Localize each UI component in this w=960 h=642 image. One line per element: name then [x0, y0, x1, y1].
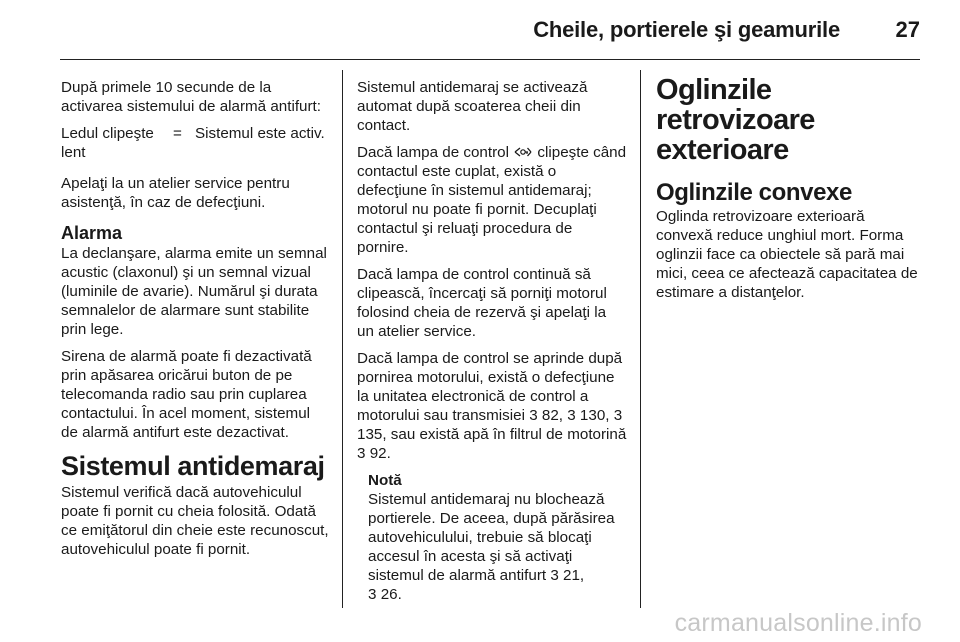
watermark: carmanualsonline.info — [674, 609, 922, 637]
antidemaraj-paragraph: Sistemul verifică dacă autovehiculul poate fi pornit cu cheia folosită. Odată ce emiţătorul din cheie este recunoscut, autovehiculul poate fi pornit. — [61, 484, 329, 558]
page-reference-link[interactable]: 26 — [380, 586, 398, 603]
page-reference-link[interactable]: 82 — [541, 407, 559, 424]
column-right — [656, 75, 924, 310]
heading-sistemul-antidemaraj: Sistemul antidemaraj — [61, 451, 325, 481]
text-fragment: . — [397, 586, 402, 603]
note-paragraph: Sistemul antidemaraj nu blochează portierele. De aceea, după părăsirea autovehiculului, trebuie să blocaţi accesul în acesta şi să activaţi sistemul de alarmă antifurt 3 21, 3 26. — [368, 491, 615, 603]
text-fragment: Dacă lampa de control — [357, 144, 514, 161]
page-reference-link[interactable]: 135 — [357, 426, 383, 443]
table-cell-equals: = — [173, 125, 182, 142]
table-cell-status: Sistemul este activ. — [195, 125, 325, 142]
table-cell-led: Ledul clipeşte lent — [61, 125, 154, 161]
ref-symbol: 3 — [357, 445, 366, 462]
engine-fault-paragraph: Dacă lampa de control se aprinde după pornirea motorului, există o defecţiune la unitatea electronică de control a motorului sau transmisiei 3 82, 3 130, 3 135, sau există apă în filtrul de motorină 3 92. — [357, 350, 627, 462]
header-divider — [60, 59, 920, 60]
text-fragment: . — [386, 445, 391, 462]
page-header — [0, 0, 960, 60]
column-divider-1 — [342, 70, 343, 608]
heading-alarma: Alarma — [61, 223, 123, 243]
activation-paragraph: Sistemul antidemaraj se activează automat după scoaterea cheii din contact. — [357, 79, 588, 134]
text-fragment: clipeşte când contactul este cuplat, există o defecţiune în sistemul antidemaraj; motorul nu poate fi pornit. Decuplaţi contactul şi reluaţi procedura de pornire. — [357, 144, 627, 256]
chapter-title: Cheile, portierele şi geamurile — [533, 17, 840, 42]
intro-paragraph: După primele 10 secunde de la activarea sistemului de alarmă antifurt: — [61, 79, 321, 115]
control-lamp-paragraph — [357, 143, 627, 257]
page-number: 27 — [895, 17, 920, 42]
alarma-paragraph-1: La declanşare, alarma emite un semnal acustic (claxonul) şi un semnal vizual (luminile de avarie). Numărul şi durata semnalelor de alarmare sunt stabilite prin lege. — [61, 245, 327, 338]
ref-symbol: 3 — [567, 407, 576, 424]
column-left — [61, 78, 331, 567]
ref-symbol: 3 — [613, 407, 623, 424]
spare-key-paragraph: Dacă lampa de control continuă să clipească, încercaţi să porniţi motorul folosind cheia de rezervă şi apelaţi la un atelier service. — [357, 266, 607, 340]
text-fragment: Dacă lampa de control se aprinde după pornirea motorului, există o defecţiune la unitatea electronică de control a motorului sau transmisiei — [357, 350, 623, 424]
text-fragment: Sistemul antidemaraj nu blochează portierele. De aceea, după părăsirea autovehiculului, trebuie să blocaţi accesul în acesta şi să activaţi sistemul de alarmă antifurt — [368, 491, 615, 584]
page-reference-link[interactable]: 21 — [563, 567, 580, 584]
alarma-paragraph-2: Sirena de alarmă poate fi dezactivată prin apăsarea oricărui buton de pe telecomanda radio sau prin cuplarea contactului. În acel moment, sistemul de alarmă antifurt este dezactivat. — [61, 348, 312, 441]
heading-oglinzile-exterioare: Oglinzile retrovizoare exterioare — [656, 74, 815, 166]
note-box — [368, 471, 627, 604]
status-table-row — [61, 124, 331, 162]
ref-symbol: 3 — [550, 567, 559, 584]
page-reference-link[interactable]: 130 — [579, 407, 606, 424]
ref-symbol: 3 — [368, 586, 377, 603]
immobiliser-key-icon — [513, 145, 533, 160]
heading-oglinzile-convexe: Oglinzile convexe — [656, 179, 852, 206]
text-fragment: , sau există apă în filtrul de motorină — [382, 426, 627, 443]
ref-symbol: 3 — [529, 407, 538, 424]
convex-mirror-paragraph: Oglinda retrovizoare exterioară convexă reduce unghiul mort. Forma oglinzii face ca obiectele să pară mai mici, ceea ce afectează capacitatea de estimare a distanţelor. — [656, 208, 918, 301]
note-title: Notă — [368, 472, 402, 489]
column-middle — [357, 78, 627, 612]
service-paragraph: Apelaţi la un atelier service pentru asistenţă, în caz de defecţiuni. — [61, 175, 290, 211]
page-reference-link[interactable]: 92 — [369, 445, 387, 462]
column-divider-2 — [640, 70, 641, 608]
